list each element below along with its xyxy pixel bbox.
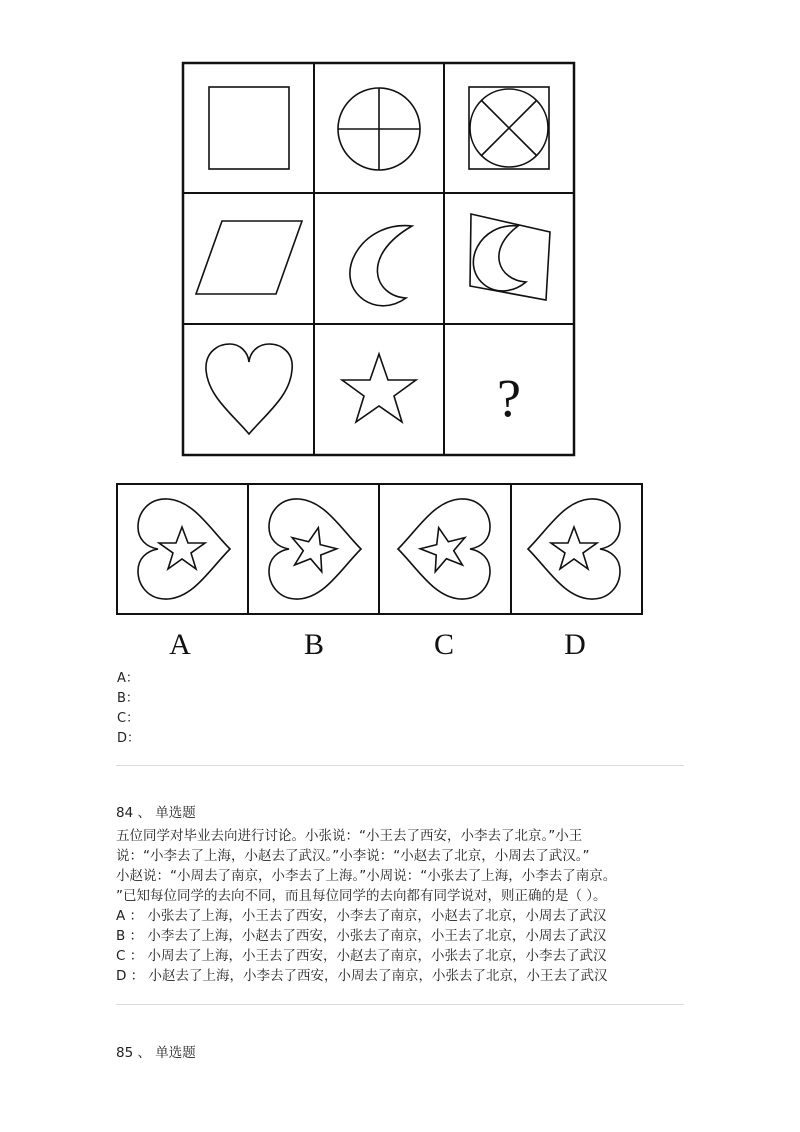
circle-cross-shape xyxy=(338,88,420,170)
q84-stem-line: 说：“小李去了上海，小赵去了武汉。”小李说：“小赵去了北京，小周去了武汉。” xyxy=(116,848,590,864)
option-letter-d: D xyxy=(564,628,586,661)
divider xyxy=(116,1004,684,1005)
q84-option-d[interactable]: D ： 小赵去了上海，小李去了西安，小周去了南京，小张去了北京，小王去了武汉 xyxy=(116,968,608,984)
parallelogram-shape xyxy=(196,221,302,294)
option-letter-b: B xyxy=(303,628,325,661)
option-d-figure xyxy=(528,499,620,599)
option-b-star xyxy=(286,522,341,574)
q83-option-a[interactable]: A： xyxy=(117,671,139,686)
option-letter-a: A xyxy=(169,628,191,661)
option-b-figure xyxy=(269,499,361,599)
q84-body xyxy=(116,826,686,986)
square-shape xyxy=(209,87,289,169)
q84-option-c[interactable]: C ： 小周去了上海，小王去了西安，小赵去了南京，小张去了北京，小李去了武汉 xyxy=(116,948,607,964)
crescent-shape xyxy=(350,226,412,306)
star-shape xyxy=(342,354,416,422)
q84-header: 84 、 单选题 xyxy=(116,805,196,821)
q84-stem-line: 小赵说：“小周去了南京，小李去了上海。”小周说：“小张去了上海，小李去了南京。 xyxy=(116,868,617,884)
q84-stem-line: ”已知每位同学的去向不同，而且每位同学的去向都有同学说对，则正确的是（ ）。 xyxy=(116,888,607,904)
option-a-star xyxy=(159,527,205,569)
q84-option-a[interactable]: A ： 小张去了上海，小王去了西安，小李去了南京，小赵去了北京，小周去了武汉 xyxy=(116,908,607,924)
q83-option-d[interactable]: D： xyxy=(117,731,141,746)
divider xyxy=(116,765,684,766)
option-c-figure xyxy=(398,499,490,599)
q85-header: 85 、 单选题 xyxy=(116,1045,196,1061)
heart-shape xyxy=(206,344,292,434)
option-d-star xyxy=(551,527,597,569)
q83-option-c[interactable]: C： xyxy=(117,711,140,726)
q83-option-b[interactable]: B： xyxy=(117,691,139,706)
question-mark: ? xyxy=(497,368,521,428)
answer-options-figure xyxy=(114,482,646,662)
option-c-star xyxy=(416,522,471,574)
q84-option-b[interactable]: B ： 小李去了上海，小赵去了西安，小张去了南京，小王去了北京，小周去了武汉 xyxy=(116,928,607,944)
option-letter-c: C xyxy=(433,628,455,661)
option-a-figure xyxy=(138,499,230,599)
quad-crescent-shape xyxy=(470,214,550,300)
square-circle-x-shape xyxy=(469,87,549,169)
q84-stem-line: 五位同学对毕业去向进行讨论。小张说：“小王去了西安，小李去了北京。”小王 xyxy=(116,828,583,844)
puzzle-grid-figure xyxy=(180,60,578,458)
